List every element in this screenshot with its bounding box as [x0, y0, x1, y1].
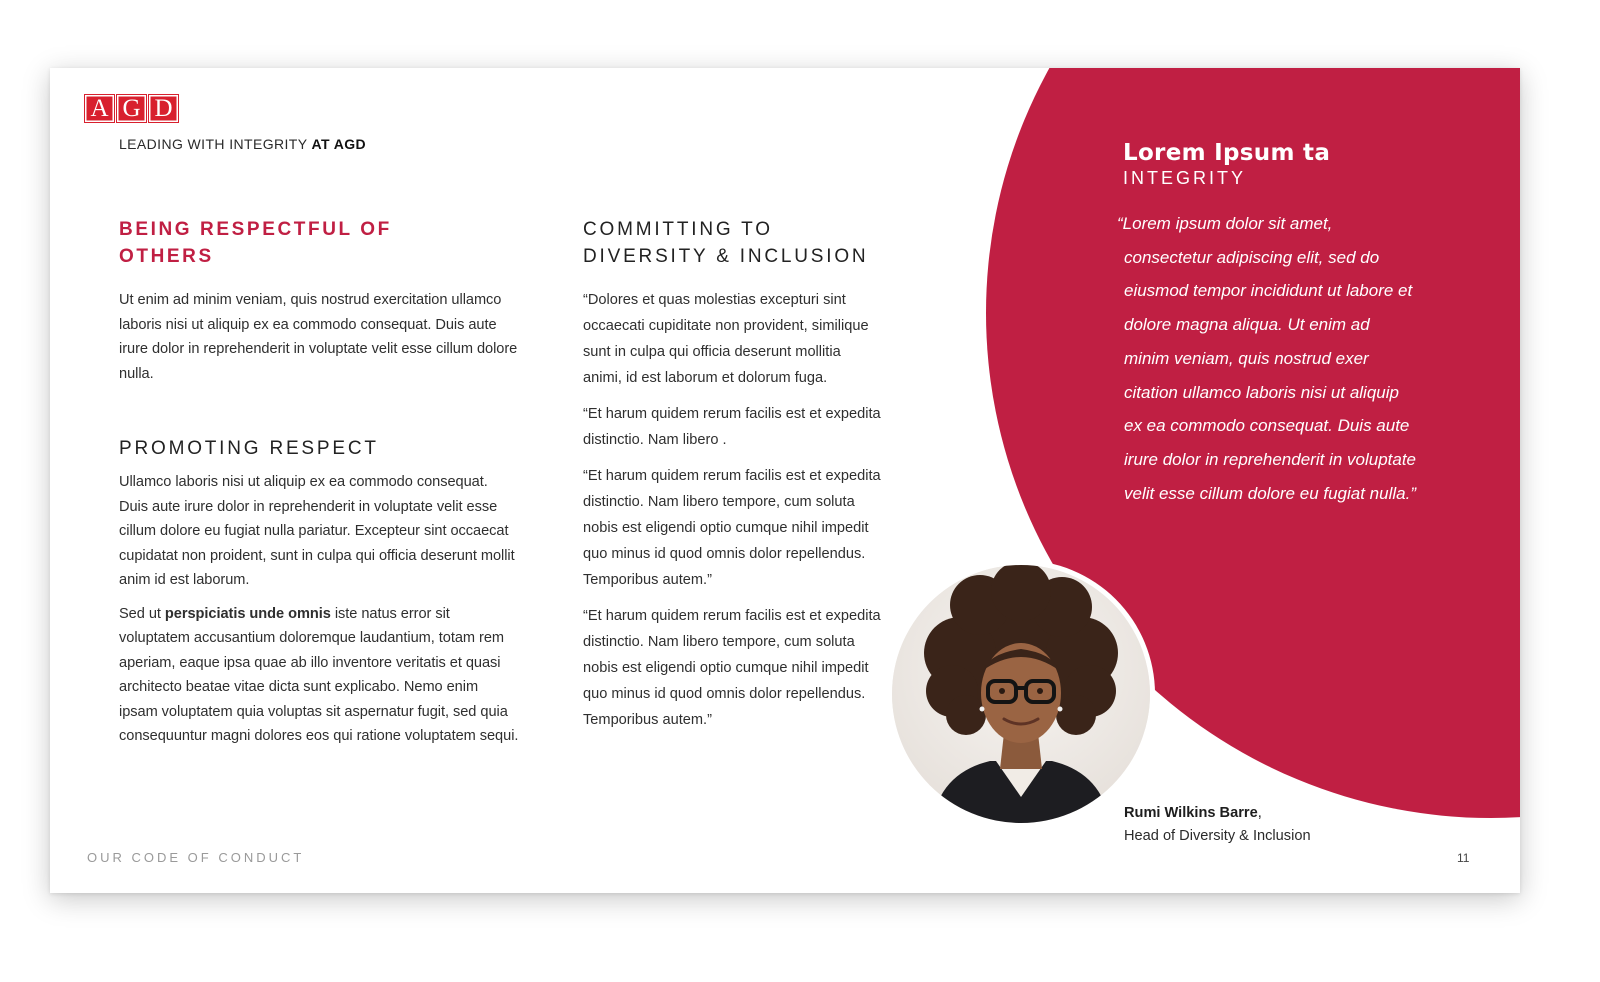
heading-promoting-respect: PROMOTING RESPECT [119, 438, 379, 459]
person-name-suffix: , [1257, 805, 1262, 821]
tagline-bold: AT AGD [311, 136, 367, 152]
logo-letter-a: A [85, 95, 114, 122]
quote-subtitle: INTEGRITY [1123, 168, 1247, 188]
tagline-prefix: LEADING WITH INTEGRITY [119, 136, 312, 152]
heading-line-1: BEING RESPECTFUL OF [119, 219, 392, 240]
portrait-illustration [892, 565, 1150, 823]
quote-text: “Lorem ipsum dolor sit amet, consectetur adipiscing elit, sed do eiusmod tempor incididunt ut labore et dolore magna aliqua. Ut enim ad minim veniam, quis nostrud exer citation ullamco laboris nisi ut aliquip ex ea commodo consequat. Duis aute irure dolor in reprehenderit in voluptate velit esse cillum dolore eu fugiat nulla.” [1117, 214, 1417, 503]
heading-being-respectful [119, 216, 519, 270]
page-number: 11 [1457, 851, 1470, 865]
diversity-paragraph-3: “Et harum quidem rerum facilis est et expedita distinctio. Nam libero tempore, cum soluta nobis est eligendi optio cumque nihil impedit quo minus id quod omnis dolor repellendus. Temporibus autem.” [583, 468, 881, 588]
logo-letter-g: G [117, 95, 146, 122]
diversity-paragraph-1: “Dolores et quas molestias excepturi sint occaecati cupiditate non provident, similique sunt in culpa qui officia deserunt mollitia animi, id est laborum et dolorum fuga. [583, 292, 869, 386]
being-respectful-body: Ut enim ad minim veniam, quis nostrud exercitation ullamco laboris nisi ut aliquip ex ea commodo consequat. Duis aute irure dolor in reprehenderit in voluptate velit esse cillum dolore nulla. [119, 292, 518, 382]
agd-logo [85, 95, 178, 122]
slide [50, 68, 1520, 893]
middle-column [583, 216, 883, 733]
promoting-respect-body-1: Ullamco laboris nisi ut aliquip ex ea commodo consequat. Duis aute irure dolor in reprehenderit in voluptate velit esse cillum dolore eu fugiat nulla pariatur. Excepteur sint occaecat cupidatat non proident, sunt in culpa qui officia deserunt mollit anim id est laborum. [119, 474, 515, 588]
body2-rest: iste natus error sit voluptatem accusantium doloremque laudantium, totam rem aperiam, eaque ipsa quae ab illo inventore veritatis et quasi architecto beatae vitae dicta sunt explicabo. Nemo enim ipsam voluptatem quia voluptas sit aspernatur fugit, sed quia consequuntur magni dolores eos qui ratione voluptatem sequi. [119, 605, 519, 744]
diversity-paragraph-4: “Et harum quidem rerum facilis est et expedita distinctio. Nam libero tempore, cum soluta nobis est eligendi optio cumque nihil impedit quo minus id quod omnis dolor repellendus. Temporibus autem.” [583, 608, 881, 728]
promoting-respect-body-2 [119, 602, 519, 749]
footer-label: OUR CODE OF CONDUCT [87, 850, 305, 865]
diversity-paragraph-2: “Et harum quidem rerum facilis est et expedita distinctio. Nam libero . [583, 406, 881, 448]
person-name [1124, 805, 1262, 821]
heading-line-2: DIVERSITY & INCLUSION [583, 246, 869, 267]
heading-diversity-inclusion [583, 216, 883, 270]
heading-line-2: OTHERS [119, 246, 214, 267]
header-tagline [119, 136, 366, 152]
person-name-bold: Rumi Wilkins Barre [1124, 805, 1258, 821]
quote-title: Lorem Ipsum ta [1123, 140, 1331, 166]
portrait-photo [892, 565, 1150, 823]
logo-letter-d: D [149, 95, 178, 122]
left-column [119, 216, 519, 749]
body2-prefix: Sed ut [119, 605, 165, 622]
heading-line-1: COMMITTING TO [583, 219, 773, 240]
person-role: Head of Diversity & Inclusion [1124, 828, 1311, 844]
body2-bold: perspiciatis unde omnis [164, 605, 331, 622]
integrity-quote [1116, 140, 1416, 510]
